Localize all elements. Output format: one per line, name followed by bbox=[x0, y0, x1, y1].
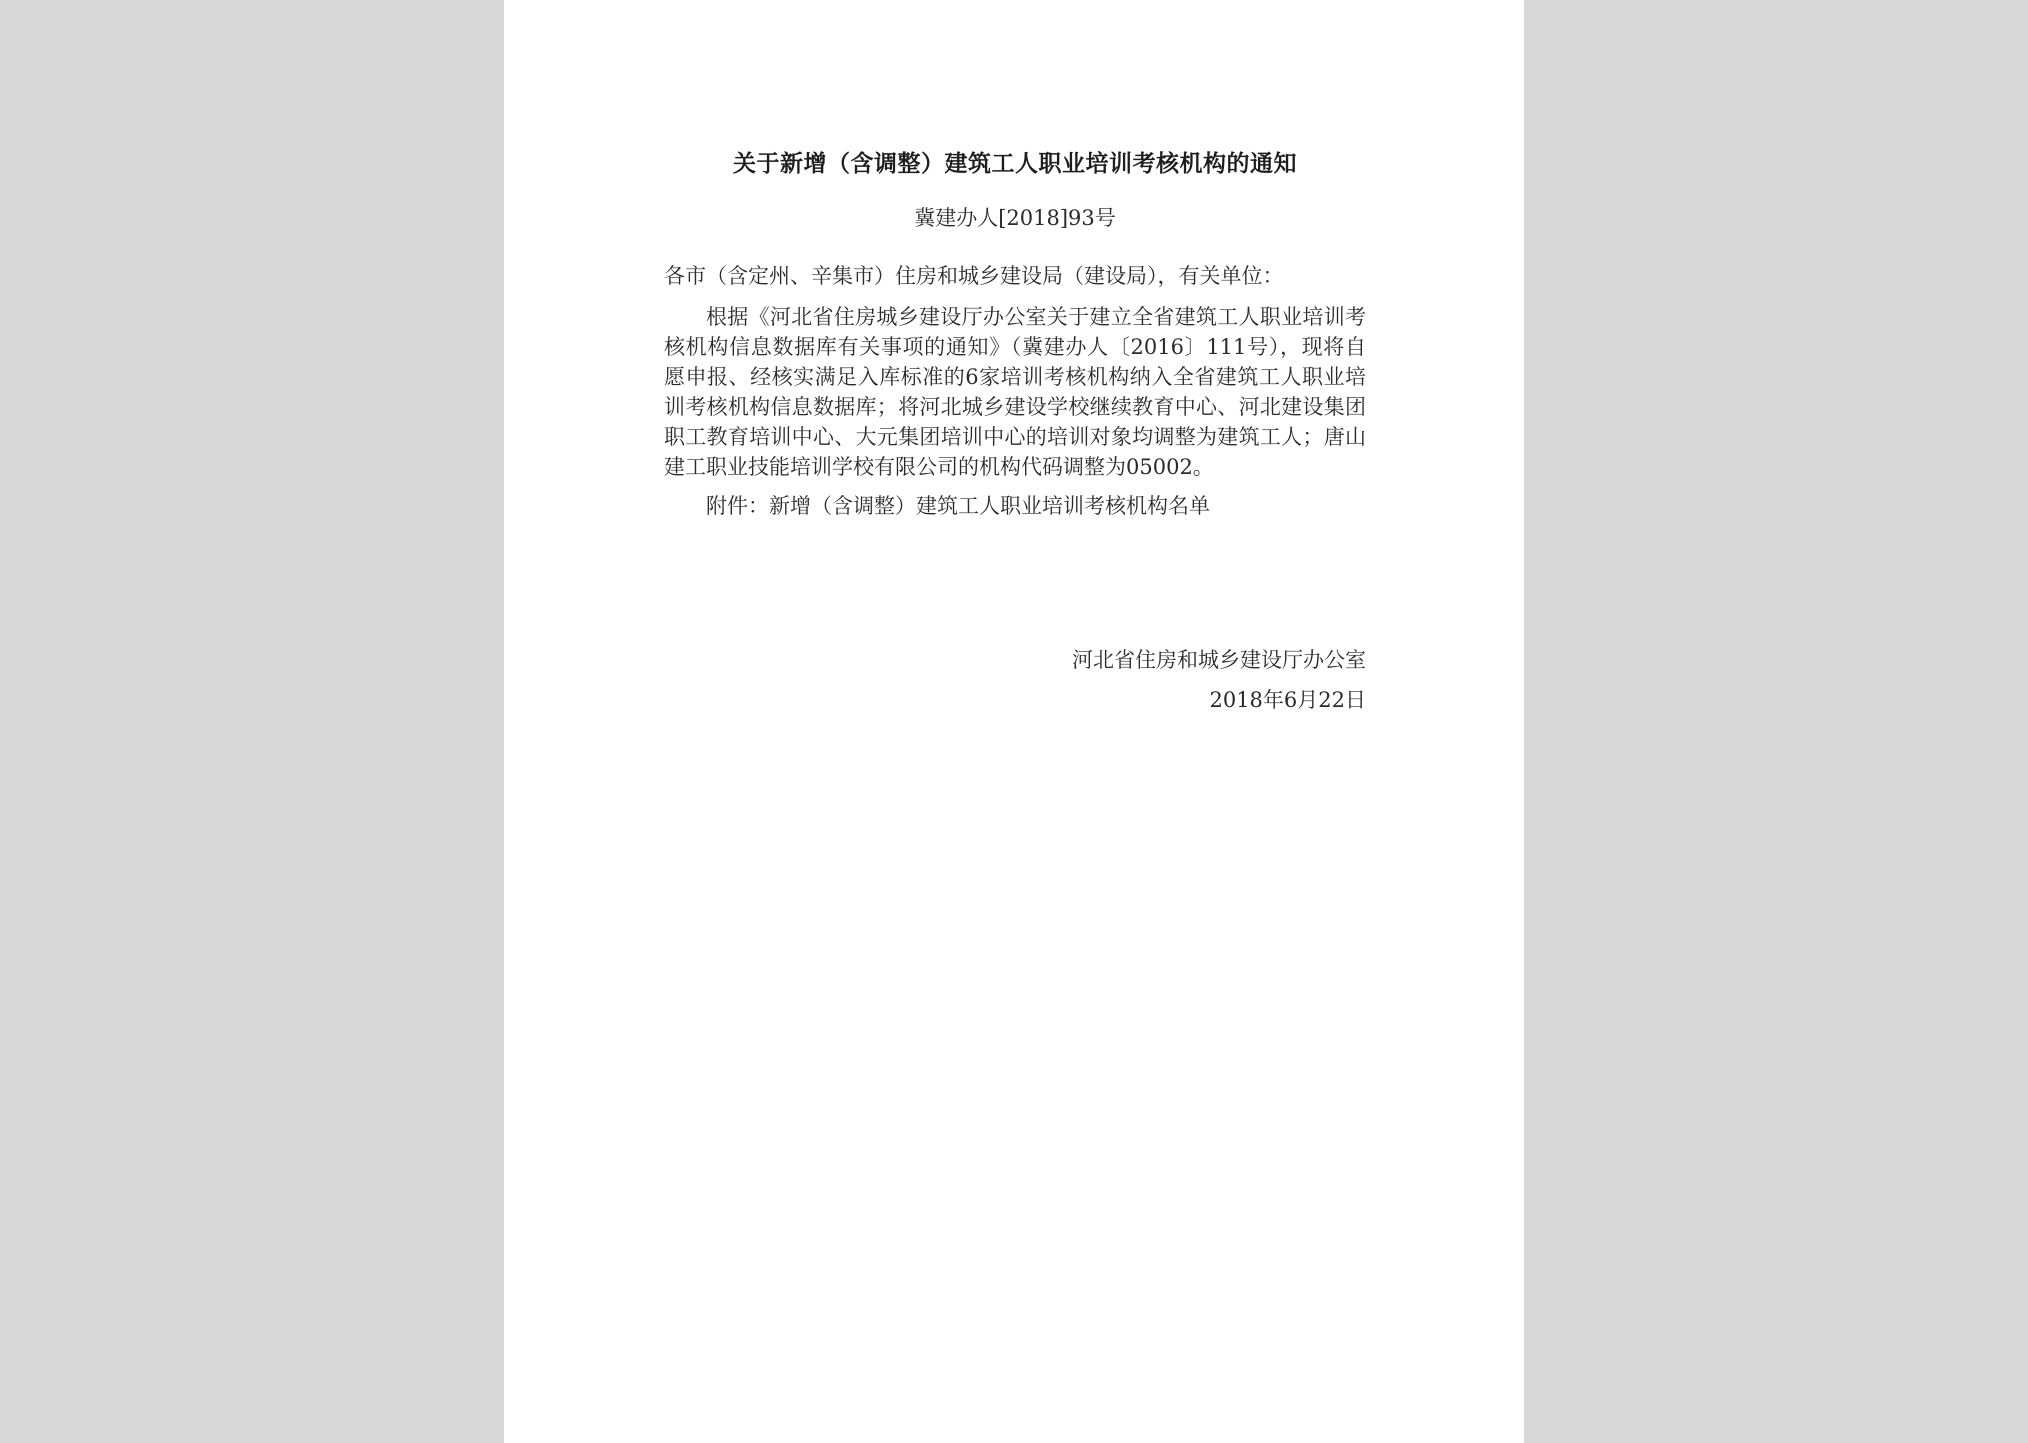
salutation: 各市（含定州、辛集市）住房和城乡建设局（建设局），有关单位： bbox=[664, 264, 1284, 288]
document-number: 冀建办人[2018]93号 bbox=[914, 206, 1116, 230]
document-content bbox=[664, 144, 1366, 712]
document-title: 关于新增（含调整）建筑工人职业培训考核机构的通知 bbox=[733, 150, 1297, 177]
issue-date: 2018年6月22日 bbox=[1209, 688, 1366, 712]
issuer-name: 河北省住房和城乡建设厅办公室 bbox=[1072, 648, 1366, 672]
body-paragraph: 根据《河北省住房城乡建设厅办公室关于建立全省建筑工人职业培训考核机构信息数据库有关事项的通知》（冀建办人〔2016〕111号），现将自愿申报、经核实满足入库标准的6家培训考核机构纳入全省建筑工人职业培训考核机构信息数据库；将河北城乡建设学校继续教育中心、河北建设集团职工教育培训中心、大元集团培训中心的培训对象均调整为建筑工人；唐山建工职业技能培训学校有限公司的机构代码调整为05002。 bbox=[664, 305, 1366, 479]
document-page bbox=[504, 0, 1524, 1443]
attachment-line: 附件：新增（含调整）建筑工人职业培训考核机构名单 bbox=[706, 494, 1210, 518]
signature-block bbox=[664, 640, 1366, 720]
